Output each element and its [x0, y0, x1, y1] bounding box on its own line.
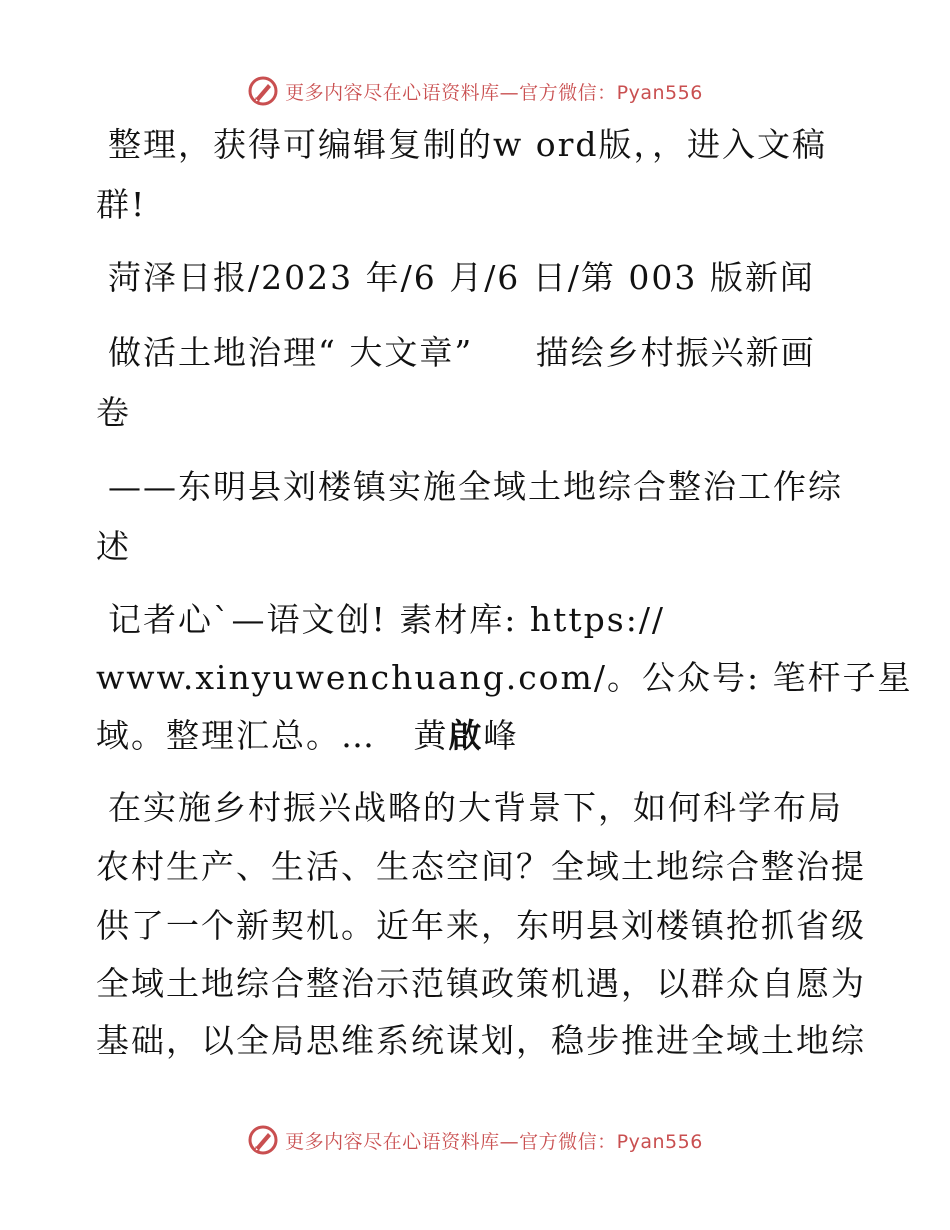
newspaper-source: 菏泽日报/2023 年/6 月/6 日/第 003 版新闻 — [108, 258, 815, 297]
article-title-cont: 卷 — [96, 393, 131, 432]
paragraph-line-5: 基础，以全局思维系统谋划，稳步推进全域土地综 — [96, 1021, 866, 1060]
author-name-tail: 峰 — [483, 716, 519, 755]
paragraph-line-3: 供了一个新契机。近年来，东明县刘楼镇抢抓省级 — [96, 906, 866, 945]
pen-circle-logo-icon — [247, 1124, 279, 1156]
article-subtitle-cont: 述 — [96, 527, 131, 566]
footer-watermark — [0, 1120, 950, 1160]
footer-watermark-text: 更多内容尽在心语资料库—官方微信：Pyan556 — [285, 1130, 703, 1153]
paragraph-line-1: 在实施乡村振兴战略的大背景下，如何科学布局 — [108, 788, 843, 827]
paragraph-line-2: 农村生产、生活、生态空间？全域土地综合整治提 — [96, 847, 866, 886]
article-subtitle: ——东明县刘楼镇实施全域土地综合整治工作综 — [108, 467, 843, 506]
reporter-line-3-text: 域。整理汇总。… 黄 — [96, 716, 449, 755]
reporter-line-2: www.xinyuwenchuang.com/。公众号: 笔杆子星 — [96, 658, 913, 697]
author-name-glyph: 啟 — [448, 716, 484, 755]
reporter-line: 记者心`—语文创! 素材库: https:// — [108, 600, 666, 639]
pen-circle-logo-icon — [247, 75, 279, 107]
body-line-2: 群! — [96, 185, 147, 224]
paragraph-line-4: 全域土地综合整治示范镇政策机遇，以群众自愿为 — [96, 964, 866, 1003]
article-title: 做活土地治理“ 大文章” 描绘乡村振兴新画 — [108, 333, 816, 372]
header-watermark — [0, 71, 950, 111]
reporter-line-3 — [96, 716, 518, 756]
header-watermark-text: 更多内容尽在心语资料库—官方微信：Pyan556 — [285, 81, 703, 104]
body-line-1: 整理，获得可编辑复制的w ord版，，进入文稿 — [108, 125, 828, 164]
